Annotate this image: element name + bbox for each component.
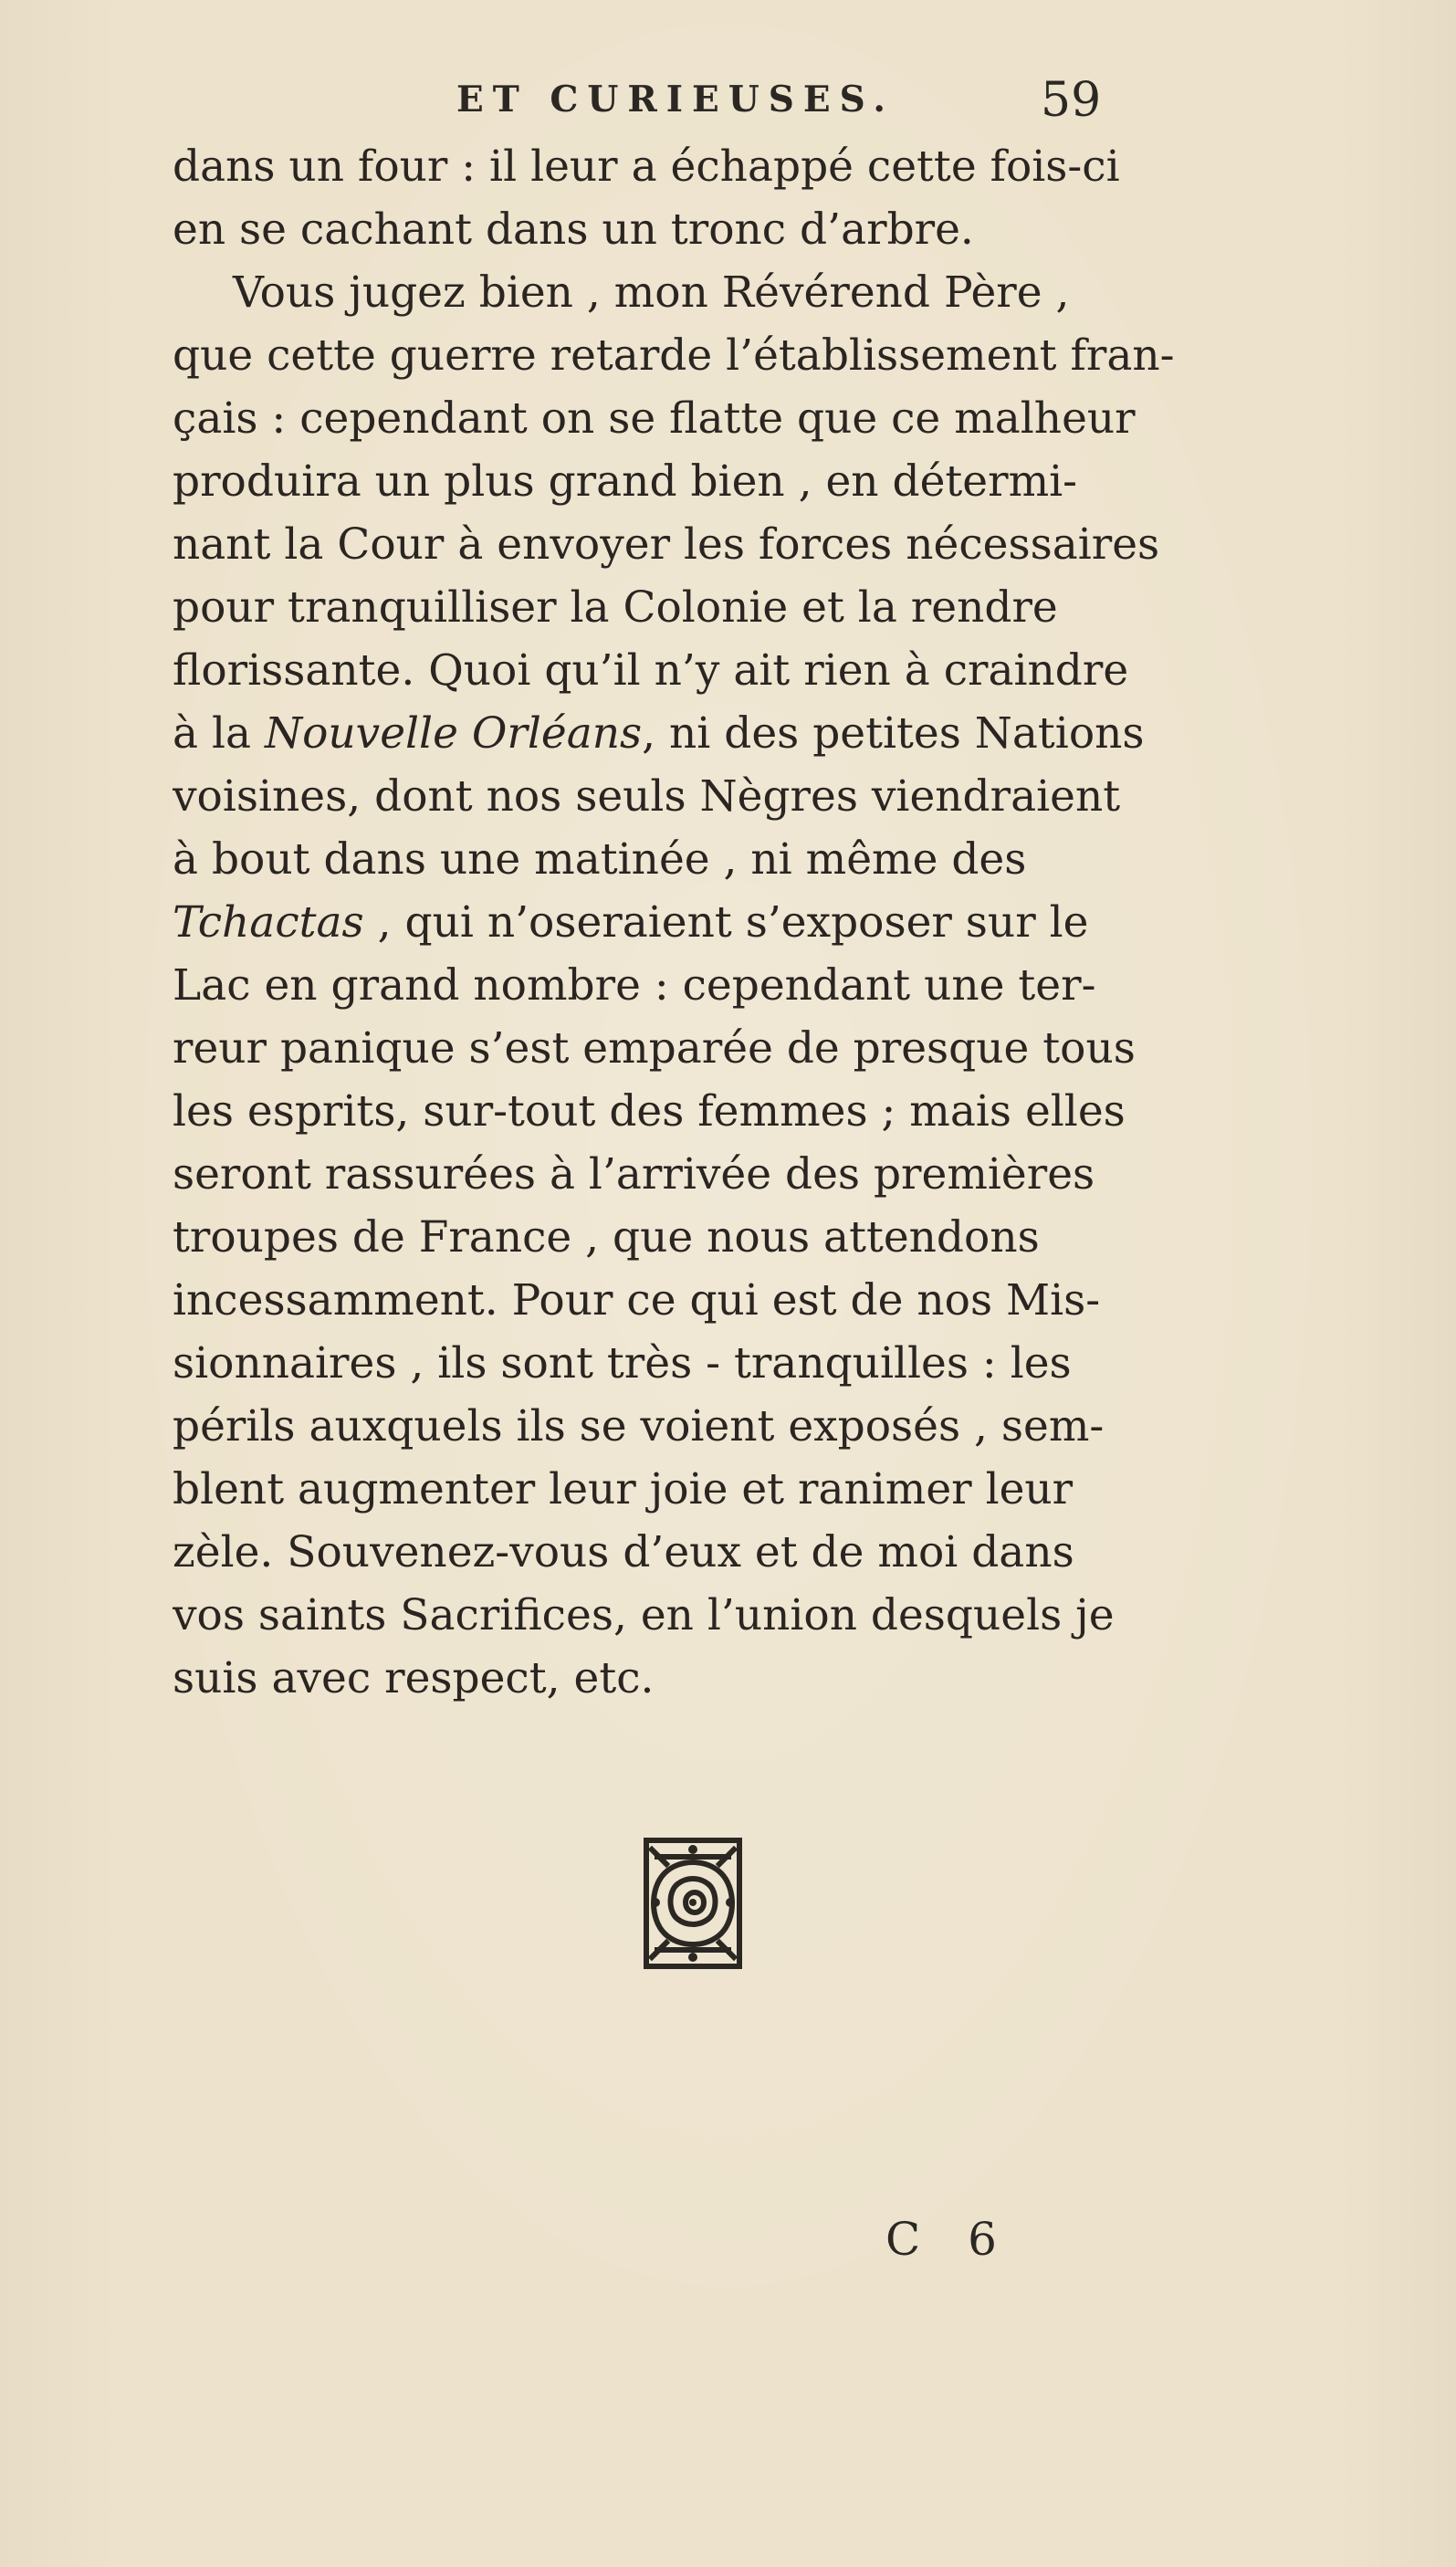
text-line: suis avec respect, etc. [173, 1653, 655, 1703]
text-line: en se cachant dans un tronc d’arbre. [173, 204, 974, 255]
text-line: pour tranquilliser la Colonie et la rendre [173, 582, 1058, 633]
text-line: à la Nouvelle Orléans, ni des petites Nations [173, 708, 1145, 759]
italic-nation-name: Tchactas [173, 897, 364, 948]
page-number: 59 [1041, 73, 1102, 128]
text-line: seront rassurées à l’arrivée des premières [173, 1149, 1095, 1200]
text-line: à bout dans une matinée , ni même des [173, 834, 1027, 885]
text-line: çais : cependant on se flatte que ce malheur [173, 393, 1136, 444]
italic-place-name: Nouvelle Orléans [264, 708, 643, 759]
text-line: nant la Cour à envoyer les forces nécessaires [173, 519, 1160, 570]
text-line: les esprits, sur-tout des femmes ; mais elles [173, 1086, 1126, 1137]
text-line: Lac en grand nombre : cependant une ter- [173, 960, 1096, 1011]
text-line: vos saints Sacrifices, en l’union desquels je [173, 1590, 1115, 1640]
running-title: ET CURIEUSES. [456, 79, 896, 120]
text-line: troupes de France , que nous attendons [173, 1212, 1040, 1263]
printer-ornament-icon [635, 1831, 750, 1975]
text-line: zèle. Souvenez-vous d’eux et de moi dans [173, 1527, 1074, 1577]
text-line: sionnaires , ils sont très - tranquilles : les [173, 1338, 1072, 1388]
text-line-paragraph-start: Vous jugez bien , mon Révérend Père , [233, 267, 1070, 318]
text-line: voisines, dont nos seuls Nègres viendraient [173, 771, 1121, 822]
text-line: périls auxquels ils se voient exposés , sem- [173, 1401, 1105, 1451]
text-line: que cette guerre retarde l’établissement fran- [173, 330, 1175, 381]
text-line: reur panique s’est emparée de presque tous [173, 1023, 1136, 1074]
text-line: Tchactas , qui n’oseraient s’exposer sur le [173, 897, 1089, 948]
text-line: florissante. Quoi qu’il n’y ait rien à craindre [173, 645, 1129, 696]
text-line: dans un four : il leur a échappé cette fois-ci [173, 141, 1120, 192]
text-line: blent augmenter leur joie et ranimer leur [173, 1464, 1074, 1514]
text-line: produira un plus grand bien , en détermi- [173, 456, 1078, 507]
signature-mark: C 6 [885, 2213, 1013, 2266]
body-text [173, 135, 1213, 1710]
text-line: incessamment. Pour ce qui est de nos Mis- [173, 1275, 1101, 1325]
